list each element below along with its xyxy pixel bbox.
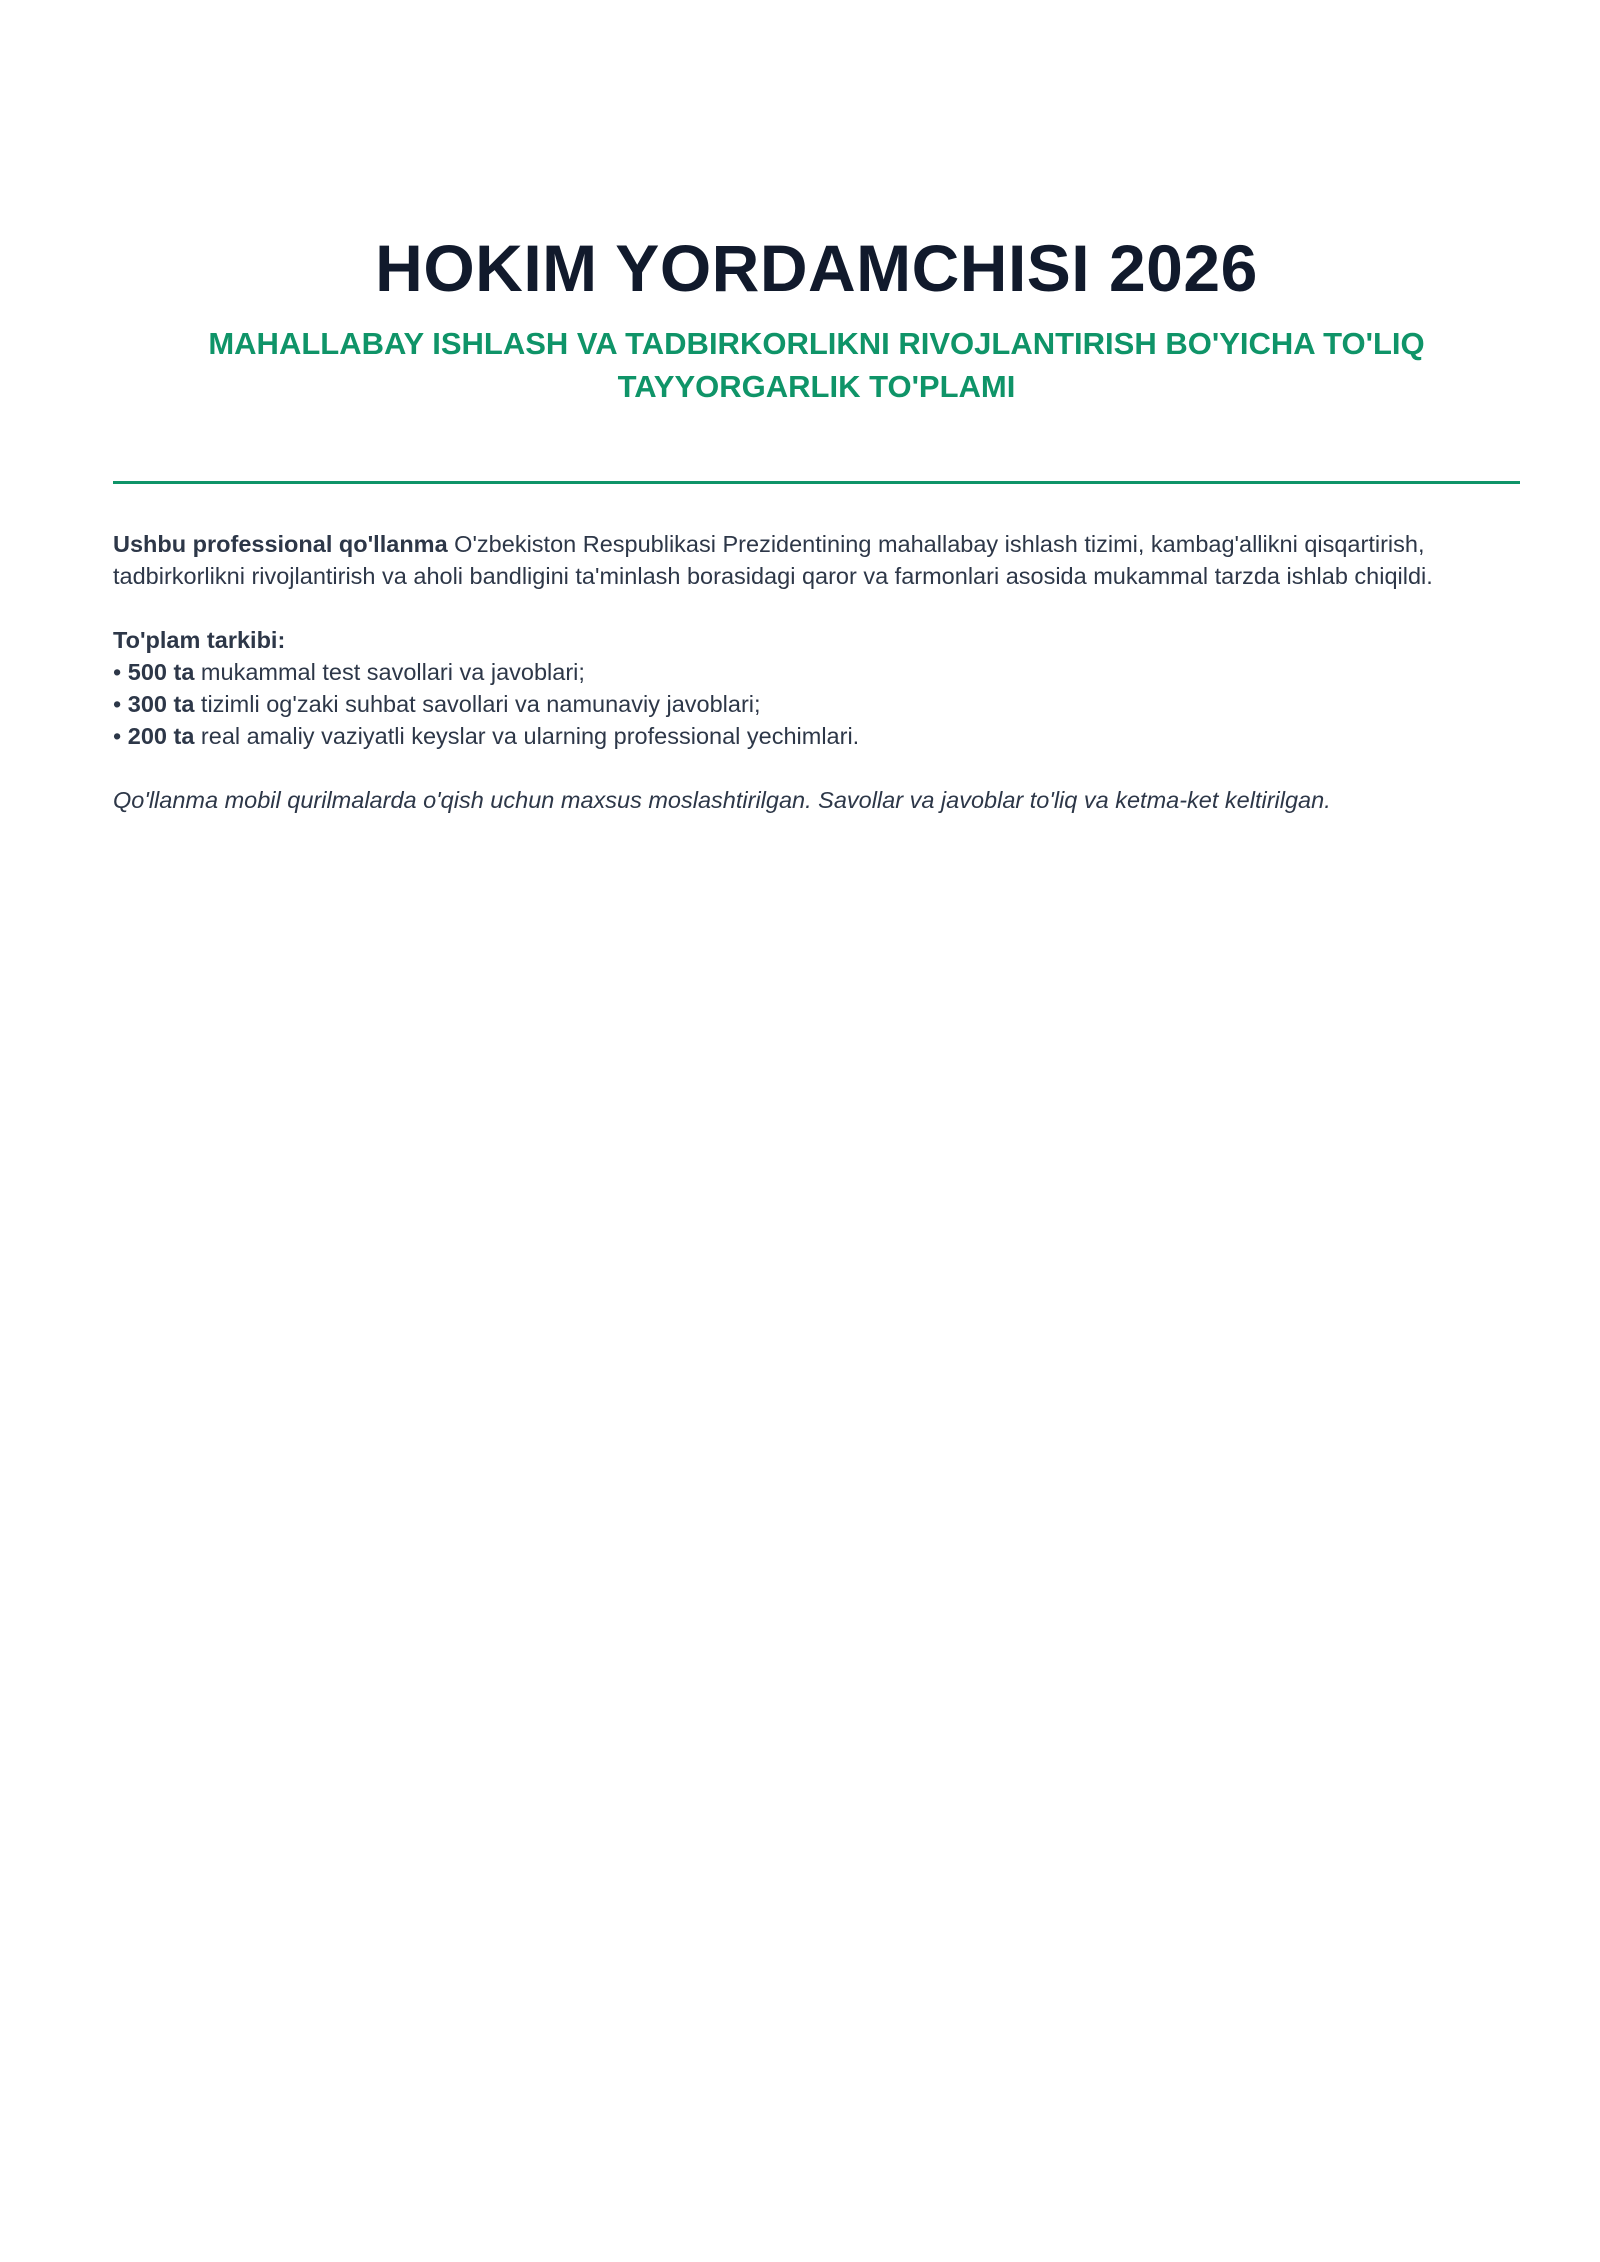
list-item (113, 656, 1520, 688)
contents-heading: To'plam tarkibi: (113, 627, 286, 653)
item-count: 200 ta (127, 723, 195, 749)
document-title: HOKIM YORDAMCHISI 2026 (375, 231, 1258, 305)
item-count: 300 ta (127, 691, 195, 717)
item-count: 500 ta (127, 659, 195, 685)
note-paragraph: Qo'llanma mobil qurilmalarda o'qish uchun maxsus moslashtirilgan. Savollar va javoblar to'liq va ketma-ket keltirilgan. (113, 787, 1331, 813)
intro-paragraph (113, 528, 1520, 592)
item-text: tizimli og'zaki suhbat savollari va namunaviy javoblari; (194, 691, 761, 717)
item-text: real amaliy vaziyatli keyslar va ularning professional yechimlari. (194, 723, 860, 749)
document-subtitle: MAHALLABAY ISHLASH VA TADBIRKORLIKNI RIVOJLANTIRISH BO'YICHA TO'LIQ TAYYORGARLIK TO'PLAMI (208, 326, 1425, 404)
document-body (113, 528, 1520, 816)
bullet: • (113, 659, 128, 685)
bullet: • (113, 723, 128, 749)
intro-lead: Ushbu professional qo'llanma (113, 531, 448, 557)
item-text: mukammal test savollari va javoblari; (194, 659, 585, 685)
bullet: • (113, 691, 128, 717)
list-item (113, 688, 1520, 720)
list-item (113, 720, 1520, 752)
divider (113, 481, 1520, 484)
intro-text: O'zbekiston Respublikasi Prezidentining mahallabay ishlash tizimi, kambag'allikni qisqartirish, tadbirkorlikni rivojlantirish va aholi bandligini ta'minlash borasidagi qaror va farmonlari asosida mukammal tarzda ishlab chiqildi. (113, 531, 1433, 589)
contents-list (113, 656, 1520, 752)
